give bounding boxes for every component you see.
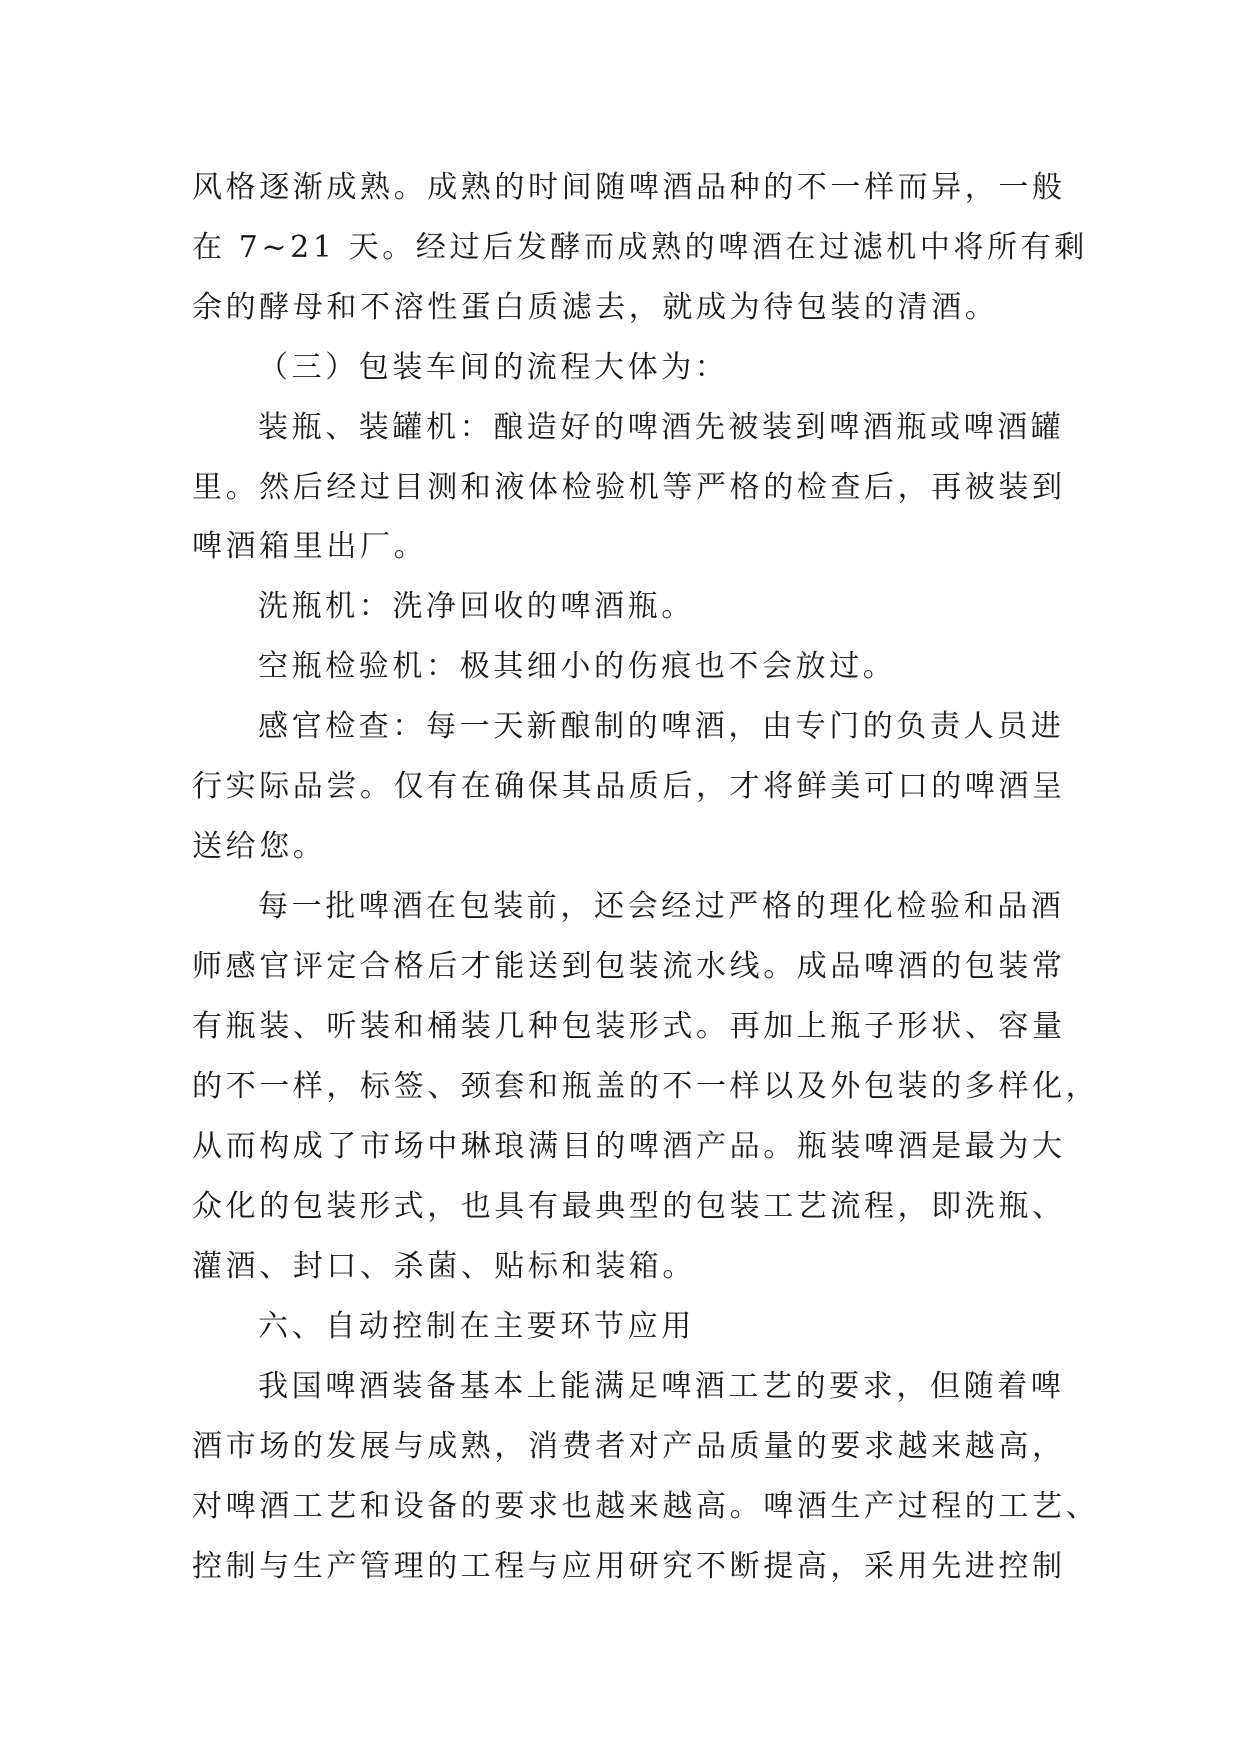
text-line: 空瓶检验机：极其细小的伤痕也不会放过。 bbox=[258, 649, 897, 684]
text-line: 每一批啤酒在包装前，还会经过严格的理化检验和品酒 bbox=[258, 889, 1065, 924]
text-line: 从而构成了市场中琳琅满目的啤酒产品。瓶装啤酒是最为大 bbox=[192, 1129, 1066, 1164]
text-line: 啤酒箱里出厂。 bbox=[192, 529, 428, 564]
section-heading: 六、自动控制在主要环节应用 bbox=[258, 1309, 695, 1344]
text-line: 行实际品尝。仅有在确保其品质后，才将鲜美可口的啤酒呈 bbox=[192, 769, 1066, 804]
text-line: 对啤酒工艺和设备的要求也越来越高。啤酒生产过程的工艺、 bbox=[192, 1489, 1100, 1524]
text-line: 灌酒、封口、杀菌、贴标和装箱。 bbox=[192, 1249, 696, 1284]
text-line: 众化的包装形式，也具有最典型的包装工艺流程，即洗瓶、 bbox=[192, 1189, 1066, 1224]
text-line: 里。然后经过目测和液体检验机等严格的检查后，再被装到 bbox=[192, 470, 1066, 505]
text-line: 感官检查：每一天新酿制的啤酒，由专门的负责人员进 bbox=[258, 709, 1065, 744]
text-line: 师感官评定合格后才能送到包装流水线。成品啤酒的包装常 bbox=[192, 949, 1066, 984]
text-line: 我国啤酒装备基本上能满足啤酒工艺的要求，但随着啤 bbox=[258, 1369, 1065, 1404]
text-line: 余的酵母和不溶性蛋白质滤去，就成为待包装的清酒。 bbox=[192, 290, 999, 325]
text-line: 送给您。 bbox=[192, 829, 327, 864]
text-line: 的不一样，标签、颈套和瓶盖的不一样以及外包装的多样化， bbox=[192, 1069, 1100, 1104]
section-heading: （三）包装车间的流程大体为： bbox=[258, 350, 729, 385]
text-line: 在 7~21 天。经过后发酵而成熟的啤酒在过滤机中将所有剩 bbox=[192, 230, 1088, 265]
text-line: 酒市场的发展与成熟，消费者对产品质量的要求越来越高， bbox=[192, 1429, 1066, 1464]
text-line: 控制与生产管理的工程与应用研究不断提高，采用先进控制 bbox=[192, 1549, 1066, 1584]
text-line: 有瓶装、听装和桶装几种包装形式。再加上瓶子形状、容量 bbox=[192, 1009, 1066, 1044]
text-line: 洗瓶机：洗净回收的啤酒瓶。 bbox=[258, 589, 695, 624]
text-line: 装瓶、装罐机：酿造好的啤酒先被装到啤酒瓶或啤酒罐 bbox=[258, 410, 1065, 445]
text-line: 风格逐渐成熟。成熟的时间随啤酒品种的不一样而异，一般 bbox=[192, 170, 1066, 205]
